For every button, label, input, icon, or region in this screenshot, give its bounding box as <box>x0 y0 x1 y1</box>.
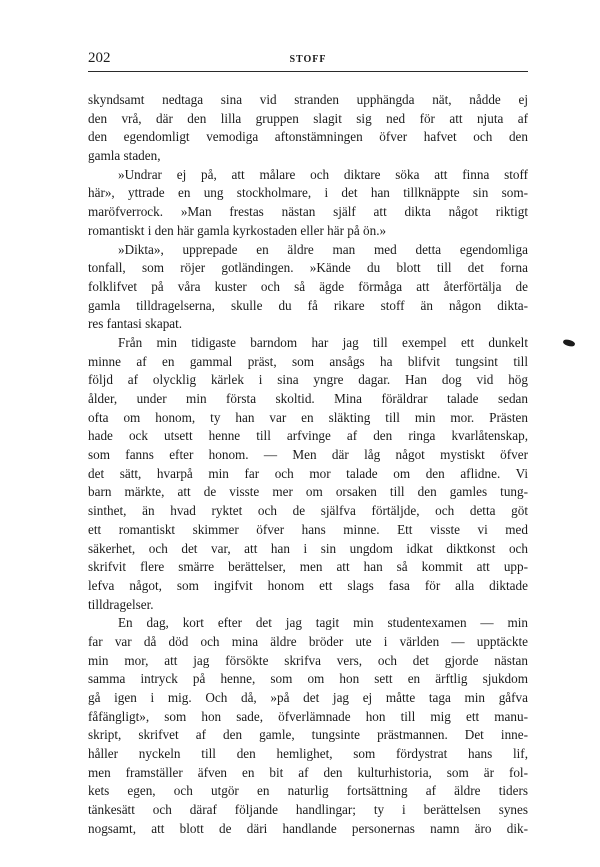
text-line: säkerhet, och det var, att han i sin ungdom idkat diktkonst och <box>88 540 528 556</box>
page-number: 202 <box>88 50 111 66</box>
text-line: gå igen i mig. Och då, »på det jag ej måtte taga min gåfva <box>88 690 528 705</box>
text-line: skyndsamt nedtaga sina vid stranden upphängda nät, nådde ej <box>88 92 528 107</box>
text-line: romantiskt i den här gamla kyrkostaden eller här på ön.» <box>88 222 387 238</box>
text-line: hade ock utsett henne till arfvinge af den ringa kvarlåtenskap, <box>88 428 528 444</box>
text-line: kets egen, och utgör en naturlig fortsättning af äldre tiders <box>88 783 528 799</box>
text-line: ålder, under min första skoltid. Mina föräldrar talade sedan <box>88 391 528 406</box>
running-title: STOFF <box>289 54 327 65</box>
text-line: nogsamt, att blott de däri handlande personernas namn äro dik- <box>88 820 528 836</box>
text-line: skript, skrifvet af den gamle, tungsinte prästmannen. Det inne- <box>88 727 528 743</box>
text-line: Från min tidigaste barndom har jag till exempel ett dunkelt <box>118 334 528 350</box>
ink-blot-mark <box>562 338 575 347</box>
text-line: maröfverrock. »Man frestas nästan själf att dikta något riktigt <box>88 204 528 220</box>
text-line: följd af olycklig kärlek i sina yngre dagar. Han dog vid hög <box>88 372 528 388</box>
text-line: skrifvit flere smärre berättelser, men att han så kommit att upp- <box>88 559 528 575</box>
text-line: En dag, kort efter det jag tagit min studentexamen — min <box>118 615 528 631</box>
text-line: tilldragelser. <box>88 596 154 612</box>
text-line: håller nyckeln till den hemlighet, som fördystrat hans lif, <box>88 746 528 762</box>
text-line: fåfängligt», som hon sade, öfverlämnade hon till mig ett manu- <box>88 708 528 724</box>
text-line: barn märkte, att de visste mer om orsaken till den gamles tung- <box>88 484 528 500</box>
text-line: minne af en gammal präst, som ansågs ha blifvit tungsint till <box>88 353 528 369</box>
text-line: som fanns efter honom. — Men där låg något mystiskt öfver <box>88 447 528 463</box>
text-line: gamla tilldragelserna, skulle du få rikare stoff än någon dikta- <box>88 297 528 313</box>
text-line: min mor, att jag försökte skrifva vers, och det gjorde nästan <box>88 652 528 668</box>
text-line: samma intryck på henne, som om hon sett en ärftlig sjukdom <box>88 671 528 687</box>
text-line: den vrå, där den lilla gruppen slagit sig ned för att njuta af <box>88 110 528 126</box>
text-line: här», yttrade en ung stockholmare, i det han tillknäppte sin som- <box>88 185 528 201</box>
body-text <box>88 91 528 839</box>
text-line: tänkesätt och däraf följande handlingar; ty i berättelsen synes <box>88 802 528 818</box>
text-line: lefva något, som ingifvit honom ett slags fasa för alla diktade <box>88 577 528 593</box>
text-line: tonfall, som röjer gotländingen. »Kände du blott till det forna <box>88 260 528 276</box>
text-line: »Dikta», upprepade en äldre man med detta egendomliga <box>118 241 528 257</box>
text-line: folklifvet på våra kuster och så ägde förmåga att återförtälja de <box>88 278 528 294</box>
text-line: det sätt, hvarpå min far och mor talade om den aflidne. Vi <box>88 465 528 481</box>
text-line: res fantasi skapat. <box>88 316 183 332</box>
text-line: ofta om honom, ty han var en släkting till min mor. Prästen <box>88 409 528 425</box>
text-line: gamla staden, <box>88 148 161 164</box>
text-line: den egendomligt vemodiga aftonstämningen öfver hafvet och den <box>88 129 528 145</box>
text-line: »Undrar ej på, att målare och diktare söka att finna stoff <box>118 166 528 182</box>
header-rule <box>88 71 528 72</box>
text-line: far var då död och mina äldre bröder ute i världen — upptäckte <box>88 633 528 649</box>
text-line: ett romantiskt skimmer öfver hans minne. Ett visste vi med <box>88 521 528 537</box>
running-head <box>88 50 528 70</box>
text-line: sinthet, än hvad ryktet och de själfva förtäljde, och detta göt <box>88 503 528 519</box>
text-line: men framställer äfven en bit af den kulturhistoria, som är fol- <box>88 764 528 780</box>
